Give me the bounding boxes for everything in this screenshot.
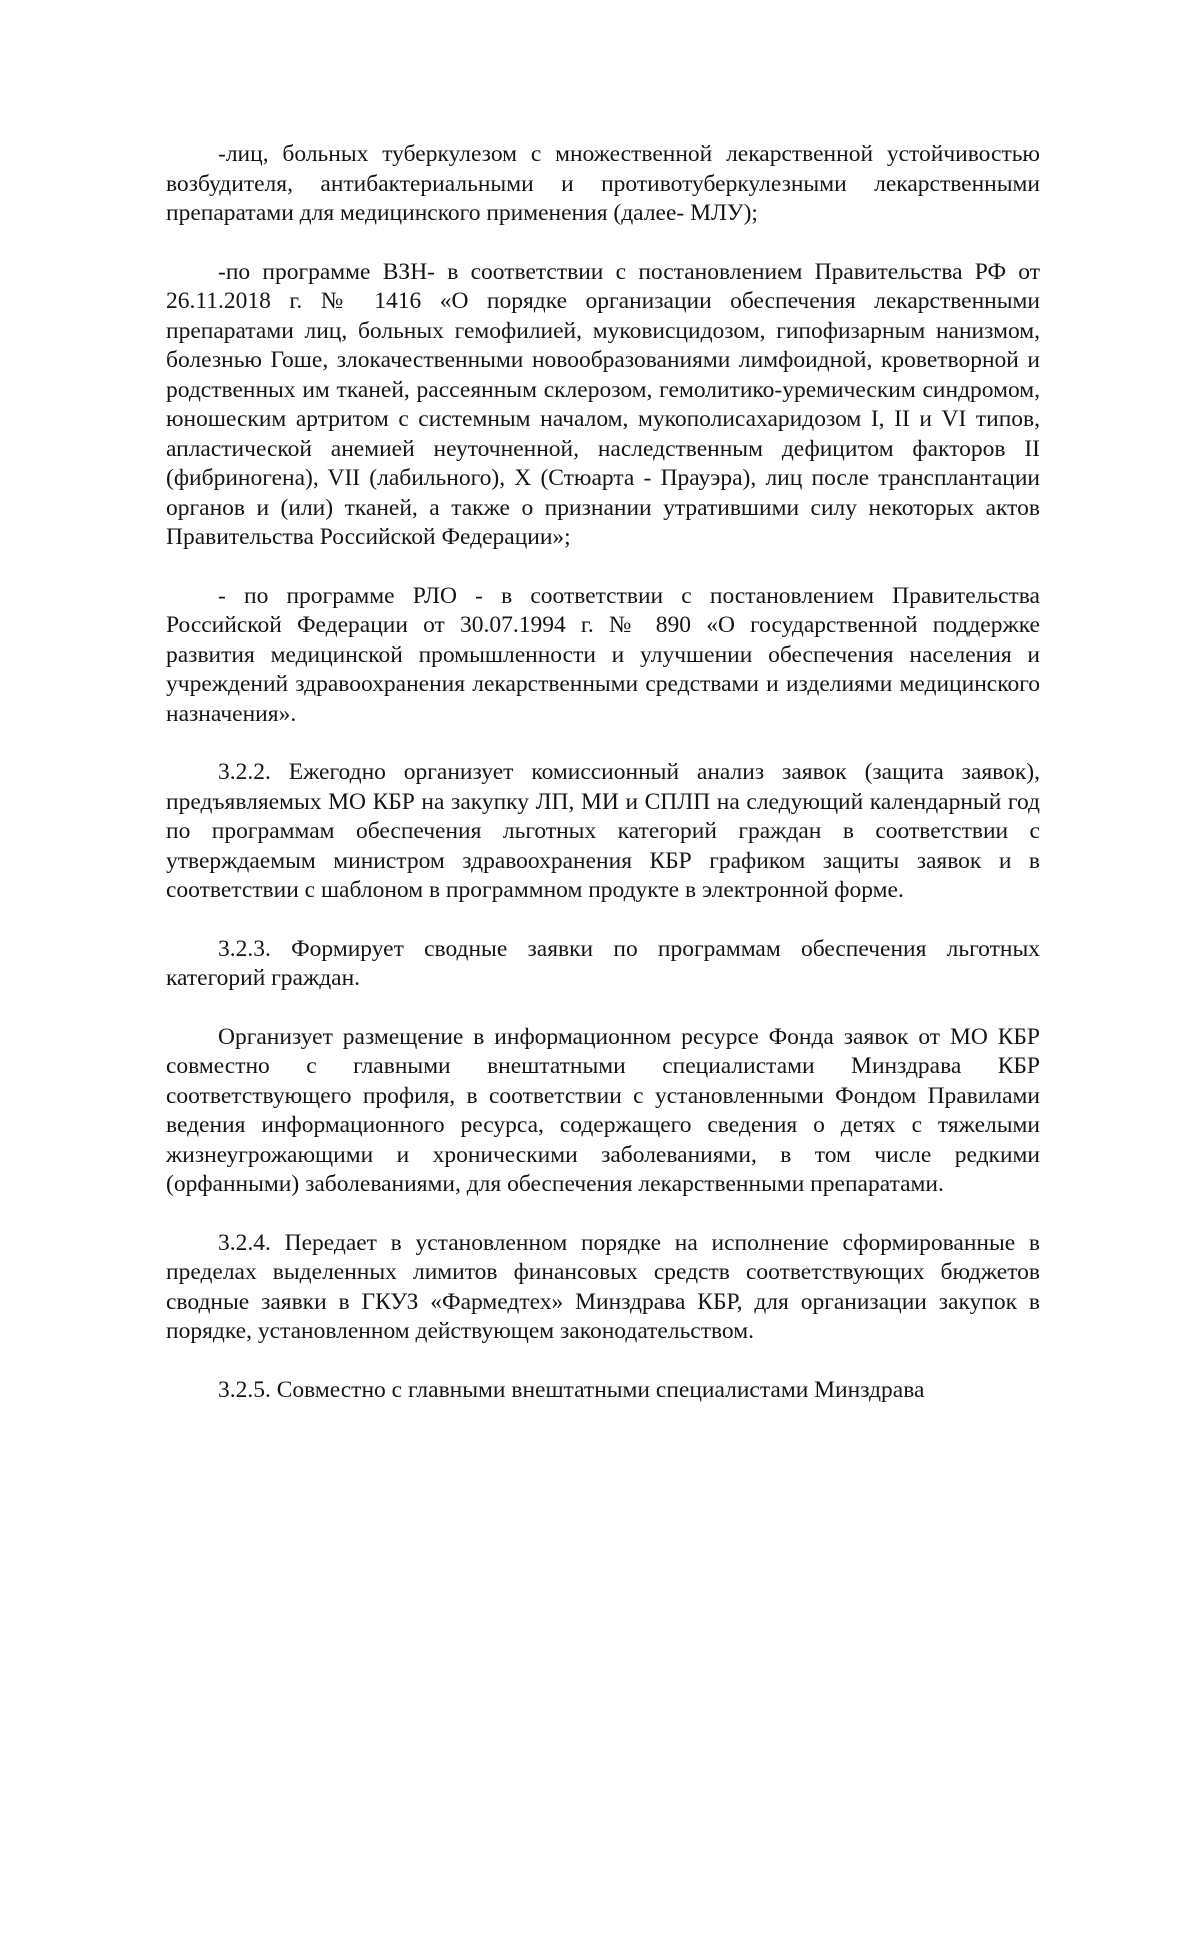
paragraph-3-2-3: 3.2.3. Формирует сводные заявки по программам обеспечения льготных категорий граждан. bbox=[166, 935, 1040, 991]
paragraph-3-2-5: 3.2.5. Совместно с главными внештатными специалистами Минздрава bbox=[218, 1376, 925, 1403]
paragraph-vzn-program: -по программе ВЗН- в соответствии с постановлением Правительства РФ от 26.11.2018 г. № 1416 «О порядке организации обеспечения лекарственными препаратами лиц, больных гемофилией, муковисцидозом, гипофизарным нанизмом, болезнью Гоше, злокачественными новообразованиями лимфоидной, кроветворной и родственных им тканей, рассеянным склерозом, гемолитико-уремическим синдромом, юношеским артритом с системным началом, мукополисахаридозом I, II и VI типов, апластической анемией неуточненной, наследственным дефицитом факторов II (фибриногена), VII (лабильного), X (Стюарта - Прауэра), лиц после трансплантации органов и (или) тканей, а также о признании утратившими силу некоторых актов Правительства Российской Федерации»; bbox=[166, 258, 1040, 550]
paragraph-mlu: -лиц, больных туберкулезом с множественной лекарственной устойчивостью возбудителя, антибактериальными и противотуберкулезными лекарственными препаратами для медицинского применения (далее- МЛУ); bbox=[166, 141, 1040, 226]
paragraph-fund-resource: Организует размещение в информационном ресурсе Фонда заявок от МО КБР совместно с главными внештатными специалистами Минздрава КБР соответствующего профиля, в соответствии с установленными Фондом Правилами ведения информационного ресурса, содержащего сведения о детях с тяжелыми жизнеугрожающими и хроническими заболеваниями, в том числе редкими (орфанными) заболеваниями, для обеспечения лекарственными препаратами. bbox=[166, 1023, 1040, 1197]
paragraph-3-2-2: 3.2.2. Ежегодно организует комиссионный анализ заявок (защита заявок), предъявляемых МО КБР на закупку ЛП, МИ и СПЛП на следующий календарный год по программам обеспечения льготных категорий граждан в соответствии с утверждаемым министром здравоохранения КБР графиком защиты заявок и в соответствии с шаблоном в программном продукте в электронной форме. bbox=[166, 759, 1040, 903]
document-body bbox=[166, 140, 1040, 1405]
paragraph-rlo-program: - по программе РЛО - в соответствии с постановлением Правительства Российской Федерации от 30.07.1994 г. № 890 «О государственной поддержке развития медицинской промышленности и улучшении обеспечения населения и учреждений здравоохранения лекарственными средствами и изделиями медицинского назначения». bbox=[166, 582, 1040, 727]
paragraph-3-2-4: 3.2.4. Передает в установленном порядке на исполнение сформированные в пределах выделенных лимитов финансовых средств соответствующих бюджетов сводные заявки в ГКУЗ «Фармедтех» Минздрава КБР, для организации закупок в порядке, установленном действующем законодательством. bbox=[166, 1229, 1040, 1344]
